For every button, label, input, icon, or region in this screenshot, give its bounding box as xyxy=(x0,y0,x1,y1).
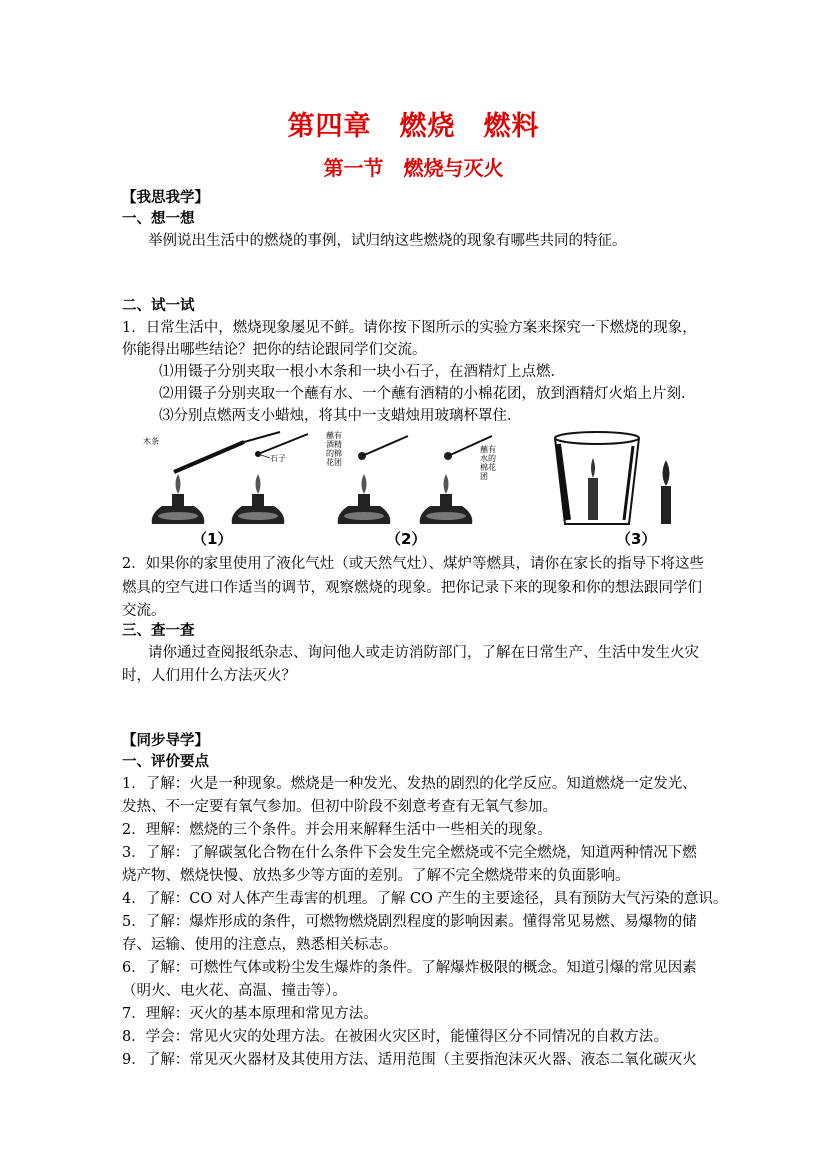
eval-line: 5．了解：爆炸形成的条件，可燃物燃烧剧烈程度的影响因素。懂得常见易燃、易爆物的储 xyxy=(122,914,697,930)
experiment-figure xyxy=(140,428,700,548)
try-item2-line1: 2．如果你的家里使用了液化气灶（或天然气灶）、煤炉等燃具，请你在家长的指导下将这些 xyxy=(122,556,704,572)
label-water-3: 棉花 xyxy=(480,463,496,472)
eval-line: 7．理解：灭火的基本原理和常见方法。 xyxy=(122,1006,378,1022)
alcohol-lamp-3 xyxy=(338,474,391,524)
label-water-1: 蘸有 xyxy=(480,445,496,454)
figure-num-1: （1） xyxy=(192,530,233,548)
try-item2-line2: 燃具的空气进口作适当的调节，观察燃烧的现象。把你记录下来的现象和你的想法跟同学们 xyxy=(122,580,702,596)
try-heading: 二、试一试 xyxy=(122,297,195,314)
try-step3: ⑶分别点燃两支小蜡烛，将其中一支蜡烛用玻璃杯罩住． xyxy=(159,408,522,424)
eval-line: 烧产物、燃烧快慢、放热多少等方面的差别。了解不完全燃烧带来的负面影响。 xyxy=(122,868,630,884)
label-alcohol-3: 的棉 xyxy=(326,449,342,458)
eval-heading: 一、评价要点 xyxy=(122,753,209,770)
label-wood: 木条 xyxy=(143,437,159,446)
chapter-title: 第四章 燃烧 燃料 xyxy=(287,111,540,142)
try-step1: ⑴用镊子分别夹取一根小木条和一块小石子，在酒精灯上点燃． xyxy=(159,364,565,380)
eval-line: 发热、不一定要有氧气参加。但初中阶段不刻意考查有无氧气参加。 xyxy=(122,799,557,815)
eval-line: 2．理解：燃烧的三个条件。并会用来解释生活中一些相关的现象。 xyxy=(122,822,552,838)
alcohol-lamp-2 xyxy=(232,474,285,524)
check-line1: 请你通过查阅报纸杂志、询问他人或走访消防部门，了解在日常生产、生活中发生火灾 xyxy=(148,645,699,661)
label-alcohol-2: 酒精 xyxy=(326,440,342,449)
think-text: 举例说出生活中的燃烧的事例，试归纳这些燃烧的现象有哪些共同的特征。 xyxy=(148,233,627,249)
eval-line: 4．了解：CO 对人体产生毒害的机理。了解 CO 产生的主要途径，具有预防大气污染的意识。 xyxy=(122,891,728,907)
glass-cup-over-candle xyxy=(555,432,639,524)
open-candle xyxy=(661,460,671,524)
eval-line: 9．了解：常见灭火器材及其使用方法、适用范围（主要指泡沫灭火器、液态二氧化碳灭火 xyxy=(122,1052,697,1068)
check-line2: 时，人们用什么方法灭火？ xyxy=(122,668,296,684)
eval-line: 3．了解：了解碳氢化合物在什么条件下会发生完全燃烧或不完全燃烧，知道两种情况下燃 xyxy=(122,845,697,861)
think-heading: 一、想一想 xyxy=(122,210,195,227)
label-water-4: 团 xyxy=(480,472,488,481)
section-title: 第一节 燃烧与灭火 xyxy=(323,156,504,180)
tweezers-alcohol-cotton xyxy=(358,436,408,460)
eval-line: 8．学会：常见火灾的处理方法。在被困火灾区时，能懂得区分不同情况的自救方法。 xyxy=(122,1029,668,1045)
try-item1-line1: 1．日常生活中，燃烧现象屡见不鲜。请你按下图所示的实验方案来探究一下燃烧的现象， xyxy=(122,320,697,336)
eval-line: 存、运输、使用的注意点，熟悉相关标志。 xyxy=(122,937,398,953)
figure-num-2: （2） xyxy=(386,530,427,548)
try-item2-line3: 交流。 xyxy=(122,603,166,619)
eval-line: 6．了解：可燃性气体或粉尘发生爆炸的条件。了解爆炸极限的概念。知道引爆的常见因素 xyxy=(122,960,697,976)
try-step2: ⑵用镊子分别夹取一个蘸有水、一个蘸有酒精的小棉花团，放到酒精灯火焰上片刻． xyxy=(159,386,696,402)
label-water-2: 水的 xyxy=(480,454,496,463)
figure-num-3: （3） xyxy=(616,530,657,548)
label-stone: 石子 xyxy=(270,454,286,463)
part1-heading: 【我思我学】 xyxy=(122,189,209,206)
part2-heading: 【同步导学】 xyxy=(122,732,209,749)
alcohol-lamp-4 xyxy=(420,474,473,524)
try-item1-line2: 你能得出哪些结论？把你的结论跟同学们交流。 xyxy=(122,342,427,358)
eval-line: 1．了解：火是一种现象。燃烧是一种发光、发热的剧烈的化学反应。知道燃烧一定发光、 xyxy=(122,776,697,792)
label-alcohol-4: 花团 xyxy=(326,458,342,467)
label-alcohol-1: 蘸有 xyxy=(326,431,342,440)
eval-line: （明火、电火花、高温、撞击等）。 xyxy=(122,983,347,999)
check-heading: 三、查一查 xyxy=(122,622,195,639)
alcohol-lamp-1 xyxy=(152,474,205,524)
